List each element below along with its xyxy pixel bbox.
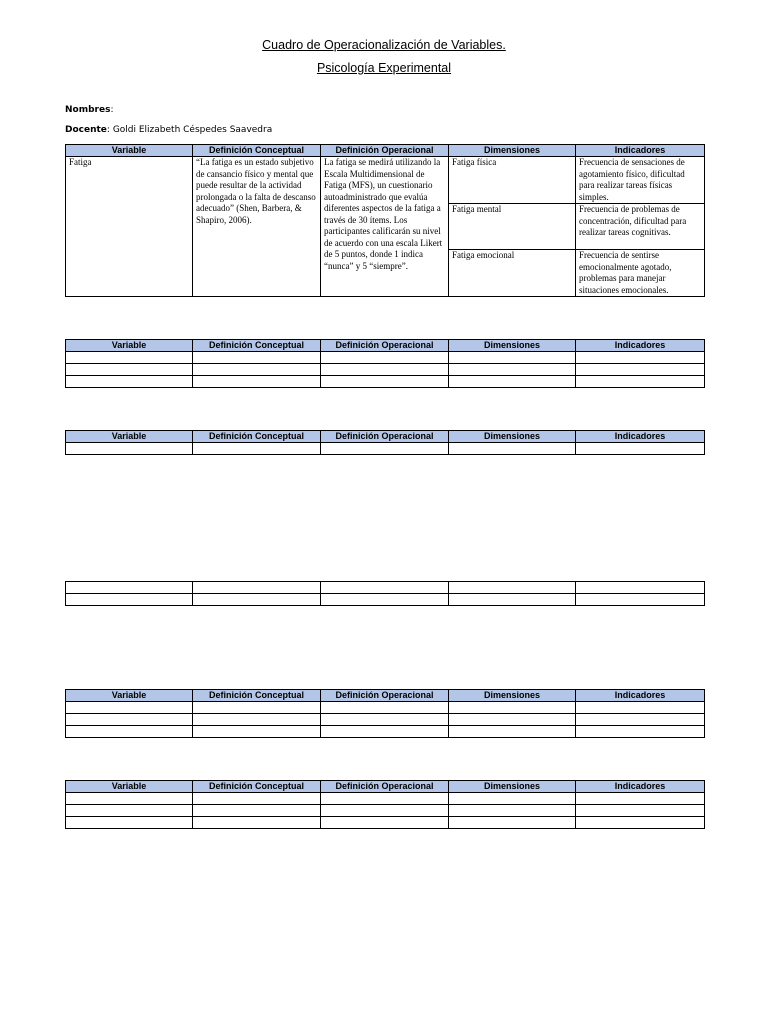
- header-dimensiones: Dimensiones: [449, 781, 576, 793]
- empty-cell[interactable]: [66, 714, 193, 726]
- empty-cell[interactable]: [66, 702, 193, 714]
- cell-operacional[interactable]: La fatiga se medirá utilizando la Escala Multidimensional de Fatiga (MFS), un cuestionario autoadministrado que evalúa diferentes aspectos de la fatiga a través de 30 ítems. Los participantes calificarán su nivel de acuerdo con una escala Likert de 5 puntos, donde 1 indica “nunca” y 5 “siempre”.: [321, 157, 449, 297]
- empty-cell[interactable]: [193, 702, 321, 714]
- empty-cell[interactable]: [576, 443, 705, 455]
- empty-cell[interactable]: [321, 805, 449, 817]
- empty-cell[interactable]: [193, 376, 321, 388]
- empty-cell[interactable]: [193, 443, 321, 455]
- empty-cell[interactable]: [449, 594, 576, 606]
- header-operacional: Definición Operacional: [321, 431, 449, 443]
- operationalization-table-main: [65, 144, 705, 297]
- header-variable: Variable: [66, 431, 193, 443]
- table-header-row: [66, 431, 705, 443]
- header-conceptual: Definición Conceptual: [193, 781, 321, 793]
- empty-cell[interactable]: [576, 594, 705, 606]
- cell-indicador[interactable]: Frecuencia de sensaciones de agotamiento físico, dificultad para realizar tareas físicas simples.: [576, 157, 705, 204]
- empty-cell[interactable]: [449, 714, 576, 726]
- operationalization-table-2: [65, 339, 705, 388]
- header-indicadores: Indicadores: [576, 340, 705, 352]
- empty-cell[interactable]: [66, 582, 193, 594]
- empty-cell[interactable]: [193, 582, 321, 594]
- nombres-label: Nombres: [65, 105, 111, 115]
- empty-cell[interactable]: [193, 714, 321, 726]
- empty-cell[interactable]: [66, 364, 193, 376]
- docente-line: Docente: Goldi Elizabeth Céspedes Saavedra: [65, 125, 273, 135]
- empty-cell[interactable]: [576, 805, 705, 817]
- table-row: [66, 714, 705, 726]
- table-header-row: [66, 340, 705, 352]
- cell-conceptual[interactable]: “La fatiga es un estado subjetivo de cansancio físico y mental que puede resultar de la actividad prolongada o la falta de descanso adecuado” (Shen, Barbera, & Shapiro, 2006).: [193, 157, 321, 297]
- operationalization-table-5: [65, 689, 705, 738]
- header-operacional: Definición Operacional: [321, 690, 449, 702]
- header-dimensiones: Dimensiones: [449, 431, 576, 443]
- empty-cell[interactable]: [193, 805, 321, 817]
- cell-dimension[interactable]: Fatiga emocional: [449, 250, 576, 297]
- header-operacional: Definición Operacional: [321, 145, 449, 157]
- header-variable: Variable: [66, 781, 193, 793]
- empty-cell[interactable]: [321, 594, 449, 606]
- table-row: [66, 702, 705, 714]
- empty-cell[interactable]: [449, 352, 576, 364]
- header-indicadores: Indicadores: [576, 145, 705, 157]
- empty-cell[interactable]: [193, 594, 321, 606]
- empty-cell[interactable]: [576, 793, 705, 805]
- cell-dimension[interactable]: Fatiga mental: [449, 204, 576, 250]
- empty-cell[interactable]: [576, 726, 705, 738]
- table-row: [66, 364, 705, 376]
- table-row: [66, 805, 705, 817]
- table-row: [66, 793, 705, 805]
- empty-cell[interactable]: [66, 726, 193, 738]
- empty-cell[interactable]: [193, 364, 321, 376]
- empty-cell[interactable]: [449, 702, 576, 714]
- table-row: [66, 594, 705, 606]
- empty-cell[interactable]: [449, 805, 576, 817]
- empty-cell[interactable]: [321, 817, 449, 829]
- empty-cell[interactable]: [576, 364, 705, 376]
- table-row: [66, 817, 705, 829]
- empty-cell[interactable]: [449, 817, 576, 829]
- header-indicadores: Indicadores: [576, 431, 705, 443]
- docente-value: Goldi Elizabeth Céspedes Saavedra: [112, 125, 273, 135]
- cell-dimension[interactable]: Fatiga física: [449, 157, 576, 204]
- empty-cell[interactable]: [193, 352, 321, 364]
- empty-cell[interactable]: [576, 352, 705, 364]
- header-indicadores: Indicadores: [576, 690, 705, 702]
- table-header-row: [66, 781, 705, 793]
- empty-cell[interactable]: [66, 805, 193, 817]
- empty-cell[interactable]: [321, 582, 449, 594]
- operationalization-table-4: [65, 581, 705, 606]
- table-row: [66, 157, 705, 204]
- cell-indicador[interactable]: Frecuencia de problemas de concentración, dificultad para realizar tareas cognitivas.: [576, 204, 705, 250]
- empty-cell[interactable]: [449, 443, 576, 455]
- header-operacional: Definición Operacional: [321, 781, 449, 793]
- header-operacional: Definición Operacional: [321, 340, 449, 352]
- table-row: [66, 443, 705, 455]
- empty-cell[interactable]: [321, 443, 449, 455]
- empty-cell[interactable]: [66, 594, 193, 606]
- empty-cell[interactable]: [66, 817, 193, 829]
- empty-cell[interactable]: [66, 376, 193, 388]
- header-indicadores: Indicadores: [576, 781, 705, 793]
- empty-cell[interactable]: [321, 714, 449, 726]
- empty-cell[interactable]: [576, 376, 705, 388]
- empty-cell[interactable]: [449, 364, 576, 376]
- header-variable: Variable: [66, 340, 193, 352]
- empty-cell[interactable]: [576, 817, 705, 829]
- empty-cell[interactable]: [449, 726, 576, 738]
- empty-cell[interactable]: [66, 443, 193, 455]
- empty-cell[interactable]: [193, 793, 321, 805]
- empty-cell[interactable]: [576, 714, 705, 726]
- empty-cell[interactable]: [66, 793, 193, 805]
- table-row: [66, 376, 705, 388]
- header-dimensiones: Dimensiones: [449, 690, 576, 702]
- operationalization-table-6: [65, 780, 705, 829]
- empty-cell[interactable]: [449, 793, 576, 805]
- document-title: Cuadro de Operacionalización de Variables.: [262, 38, 506, 52]
- empty-cell[interactable]: [321, 376, 449, 388]
- header-conceptual: Definición Conceptual: [193, 145, 321, 157]
- nombres-line: Nombres:: [65, 105, 114, 115]
- table-header-row: [66, 145, 705, 157]
- table-header-row: [66, 690, 705, 702]
- header-dimensiones: Dimensiones: [449, 340, 576, 352]
- header-conceptual: Definición Conceptual: [193, 690, 321, 702]
- cell-variable[interactable]: Fatiga: [66, 157, 193, 297]
- empty-cell[interactable]: [321, 352, 449, 364]
- empty-cell[interactable]: [576, 582, 705, 594]
- empty-cell[interactable]: [576, 702, 705, 714]
- header-conceptual: Definición Conceptual: [193, 431, 321, 443]
- table-row: [66, 582, 705, 594]
- operationalization-table-3: [65, 430, 705, 455]
- empty-cell[interactable]: [66, 352, 193, 364]
- docente-label: Docente: [65, 125, 107, 135]
- table-row: [66, 726, 705, 738]
- empty-cell[interactable]: [449, 582, 576, 594]
- empty-cell[interactable]: [193, 817, 321, 829]
- empty-cell[interactable]: [321, 364, 449, 376]
- header-variable: Variable: [66, 145, 193, 157]
- header-dimensiones: Dimensiones: [449, 145, 576, 157]
- empty-cell[interactable]: [321, 726, 449, 738]
- table-row: [66, 352, 705, 364]
- empty-cell[interactable]: [193, 726, 321, 738]
- empty-cell[interactable]: [321, 793, 449, 805]
- cell-indicador[interactable]: Frecuencia de sentirse emocionalmente agotado, problemas para manejar situaciones emocionales.: [576, 250, 705, 297]
- document-subtitle: Psicología Experimental: [316, 61, 452, 75]
- header-variable: Variable: [66, 690, 193, 702]
- empty-cell[interactable]: [321, 702, 449, 714]
- empty-cell[interactable]: [449, 376, 576, 388]
- header-conceptual: Definición Conceptual: [193, 340, 321, 352]
